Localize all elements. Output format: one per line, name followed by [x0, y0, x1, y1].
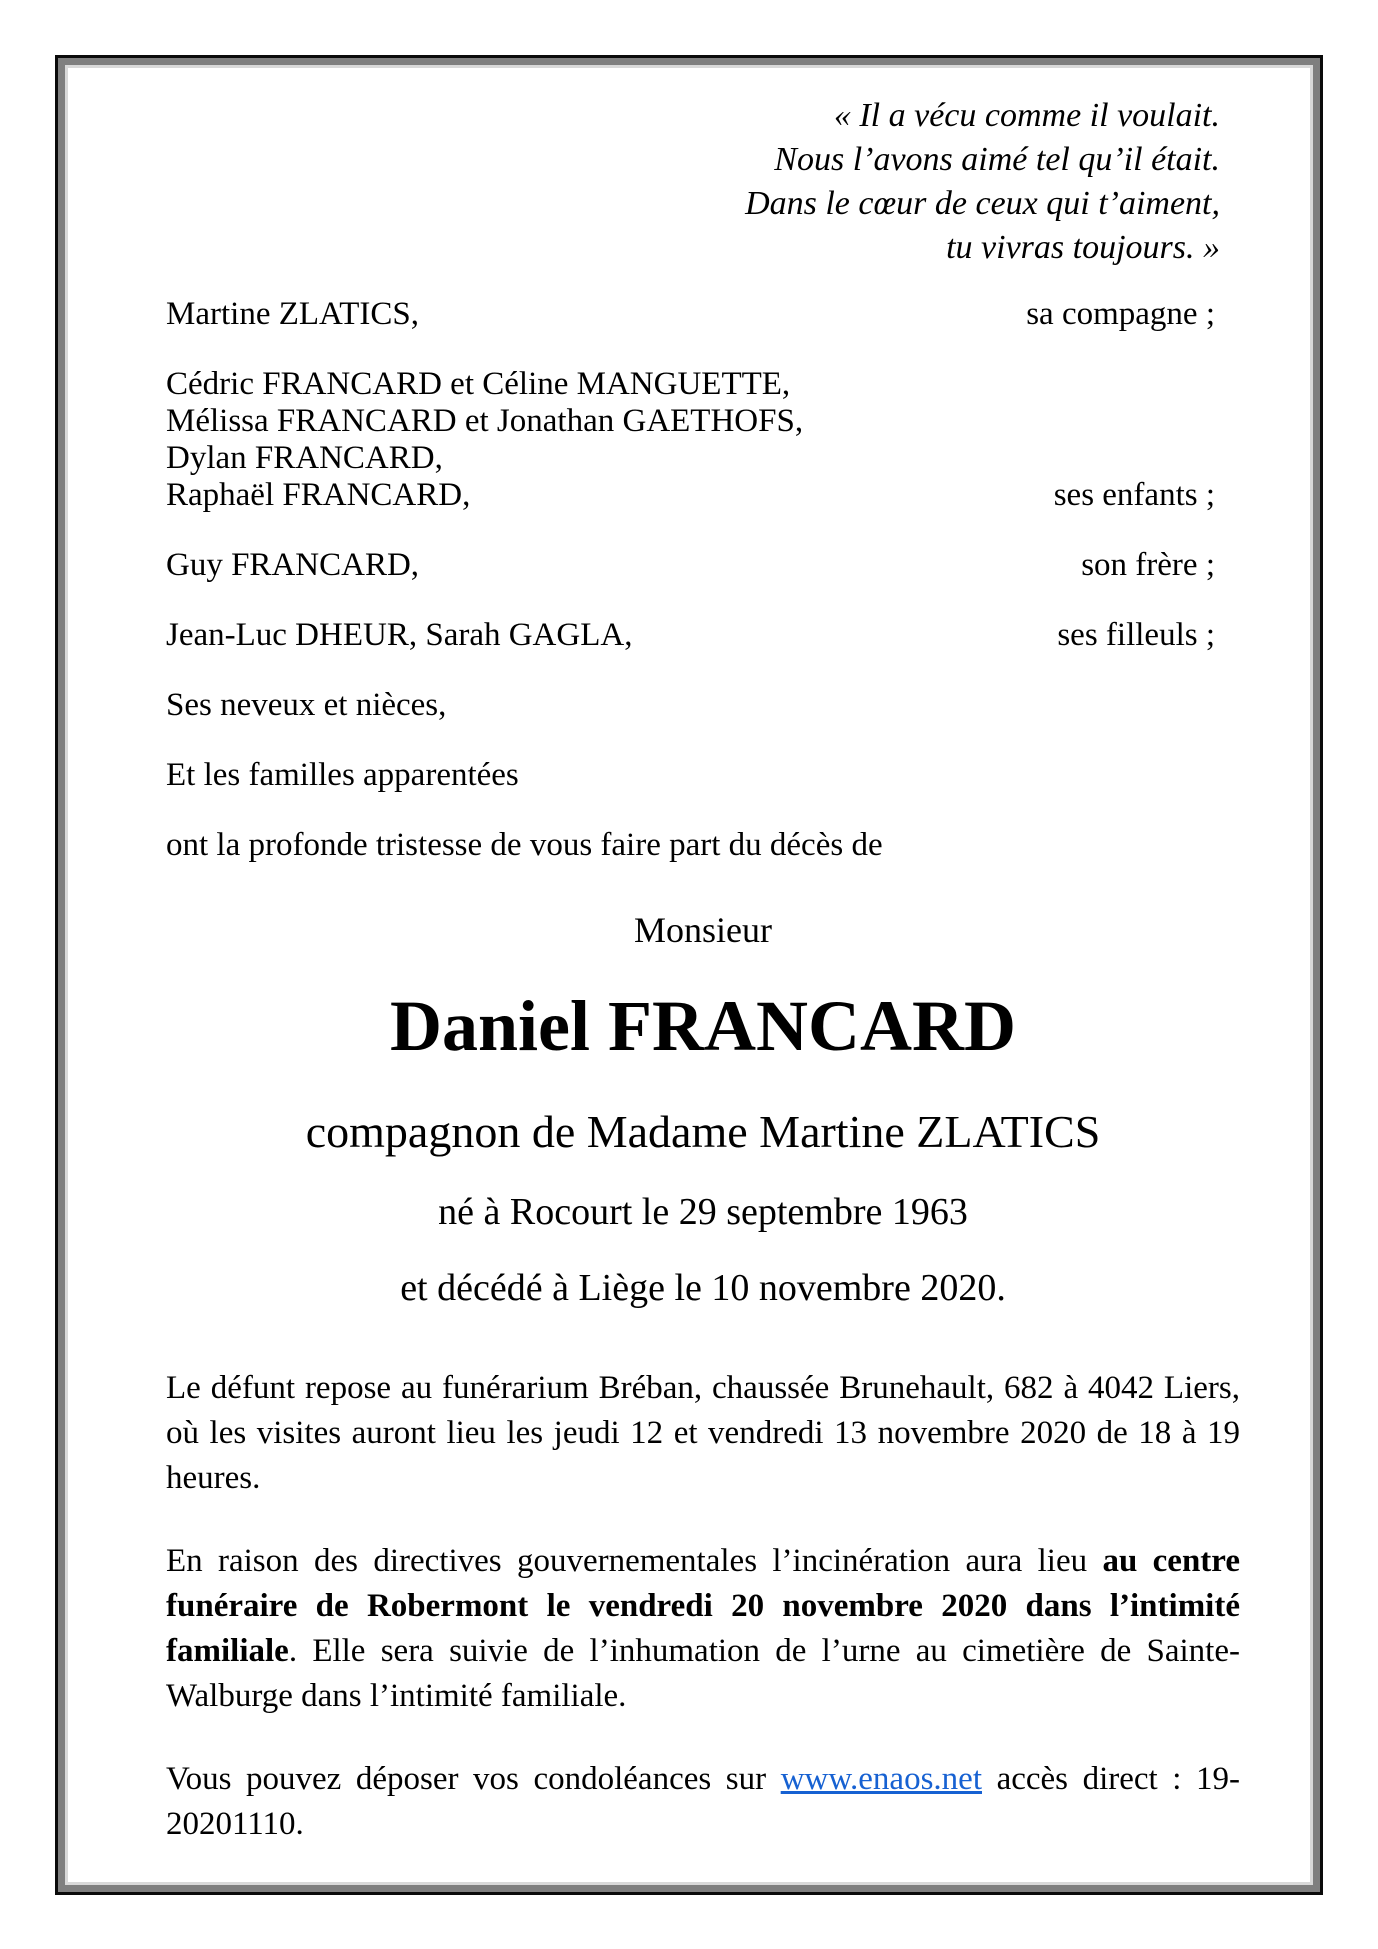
name-line: Guy FRANCARD, [166, 547, 420, 583]
condolences-paragraph [166, 1757, 1240, 1847]
family-names [166, 617, 632, 654]
incineration-text-start: En raison des directives gouvernementales l’incinération aura lieu [166, 1543, 1103, 1579]
family-row-filleuls [166, 617, 1240, 654]
condolences-text-start: Vous pouvez déposer vos condoléances sur [166, 1761, 781, 1797]
incineration-paragraph [166, 1539, 1240, 1719]
obituary-content [68, 68, 1310, 1877]
family-names [166, 757, 519, 794]
relationship-subtitle: compagnon de Madame Martine ZLATICS [305, 1106, 1101, 1157]
name-line: Cédric FRANCARD et Céline MANGUETTE, [166, 366, 791, 402]
family-row-enfants [166, 366, 1240, 514]
name-line: Mélissa FRANCARD et Jonathan GAETHOFS, [166, 403, 804, 439]
quote-line: « Il a vécu comme il voulait. [833, 97, 1220, 134]
deceased-name: Daniel FRANCARD [390, 986, 1016, 1066]
name-line: Raphaël FRANCARD, [166, 477, 471, 513]
death-line: et décédé à Liège le 10 novembre 2020. [400, 1267, 1006, 1309]
name-line: Et les familles apparentées [166, 757, 519, 793]
family-names [166, 687, 446, 724]
relation-label: ses enfants ; [1053, 477, 1215, 513]
quote-line: Nous l’avons aimé tel qu’il était. [774, 141, 1220, 178]
quote-line: Dans le cœur de ceux qui t’aiment, [745, 185, 1220, 222]
civility-title: Monsieur [634, 910, 772, 950]
family-row-frere [166, 547, 1240, 584]
incineration-text-end: . Elle sera suivie de l’inhumation de l’urne au cimetière de Sainte-Walburge dans l’intimité familiale. [166, 1633, 1240, 1714]
family-row-compagne [166, 296, 1240, 333]
family-list [166, 296, 1240, 794]
repose-paragraph: Le défunt repose au funérarium Bréban, chaussée Brunehault, 682 à 4042 Liers, où les visites auront lieu les jeudi 12 et vendredi 13 novembre 2020 de 18 à 19 heures. [166, 1370, 1240, 1496]
enaos-link[interactable]: www.enaos.net [780, 1761, 982, 1797]
family-names [166, 366, 803, 514]
announcement-line: ont la profonde tristesse de vous faire part du décès de [166, 827, 883, 863]
page-border-frame-inner [65, 65, 1313, 1885]
relation-label: ses filleuls ; [1057, 617, 1215, 653]
page-border-frame-mid [58, 58, 1320, 1892]
name-line: Ses neveux et nièces, [166, 687, 447, 723]
family-names [166, 547, 419, 584]
family-row-neveux [166, 687, 1240, 724]
name-line: Jean-Luc DHEUR, Sarah GAGLA, [166, 617, 633, 653]
quote-line: tu vivras toujours. » [946, 229, 1220, 266]
condolences-text-end: accès direct : 19-20201110. [166, 1761, 1240, 1842]
relation-label: son frère ; [1081, 547, 1215, 583]
relation-label: sa compagne ; [1026, 296, 1215, 332]
family-row-familles [166, 757, 1240, 794]
birth-line: né à Rocourt le 29 septembre 1963 [438, 1191, 968, 1233]
incineration-bold-text: au centre funéraire de Robermont le vendredi 20 novembre 2020 dans l’intimité familiale [166, 1543, 1240, 1669]
name-line: Dylan FRANCARD, [166, 440, 443, 476]
memorial-quote [166, 94, 1240, 270]
page-border-frame [55, 55, 1323, 1895]
family-names [166, 296, 419, 333]
name-line: Martine ZLATICS, [166, 296, 419, 332]
